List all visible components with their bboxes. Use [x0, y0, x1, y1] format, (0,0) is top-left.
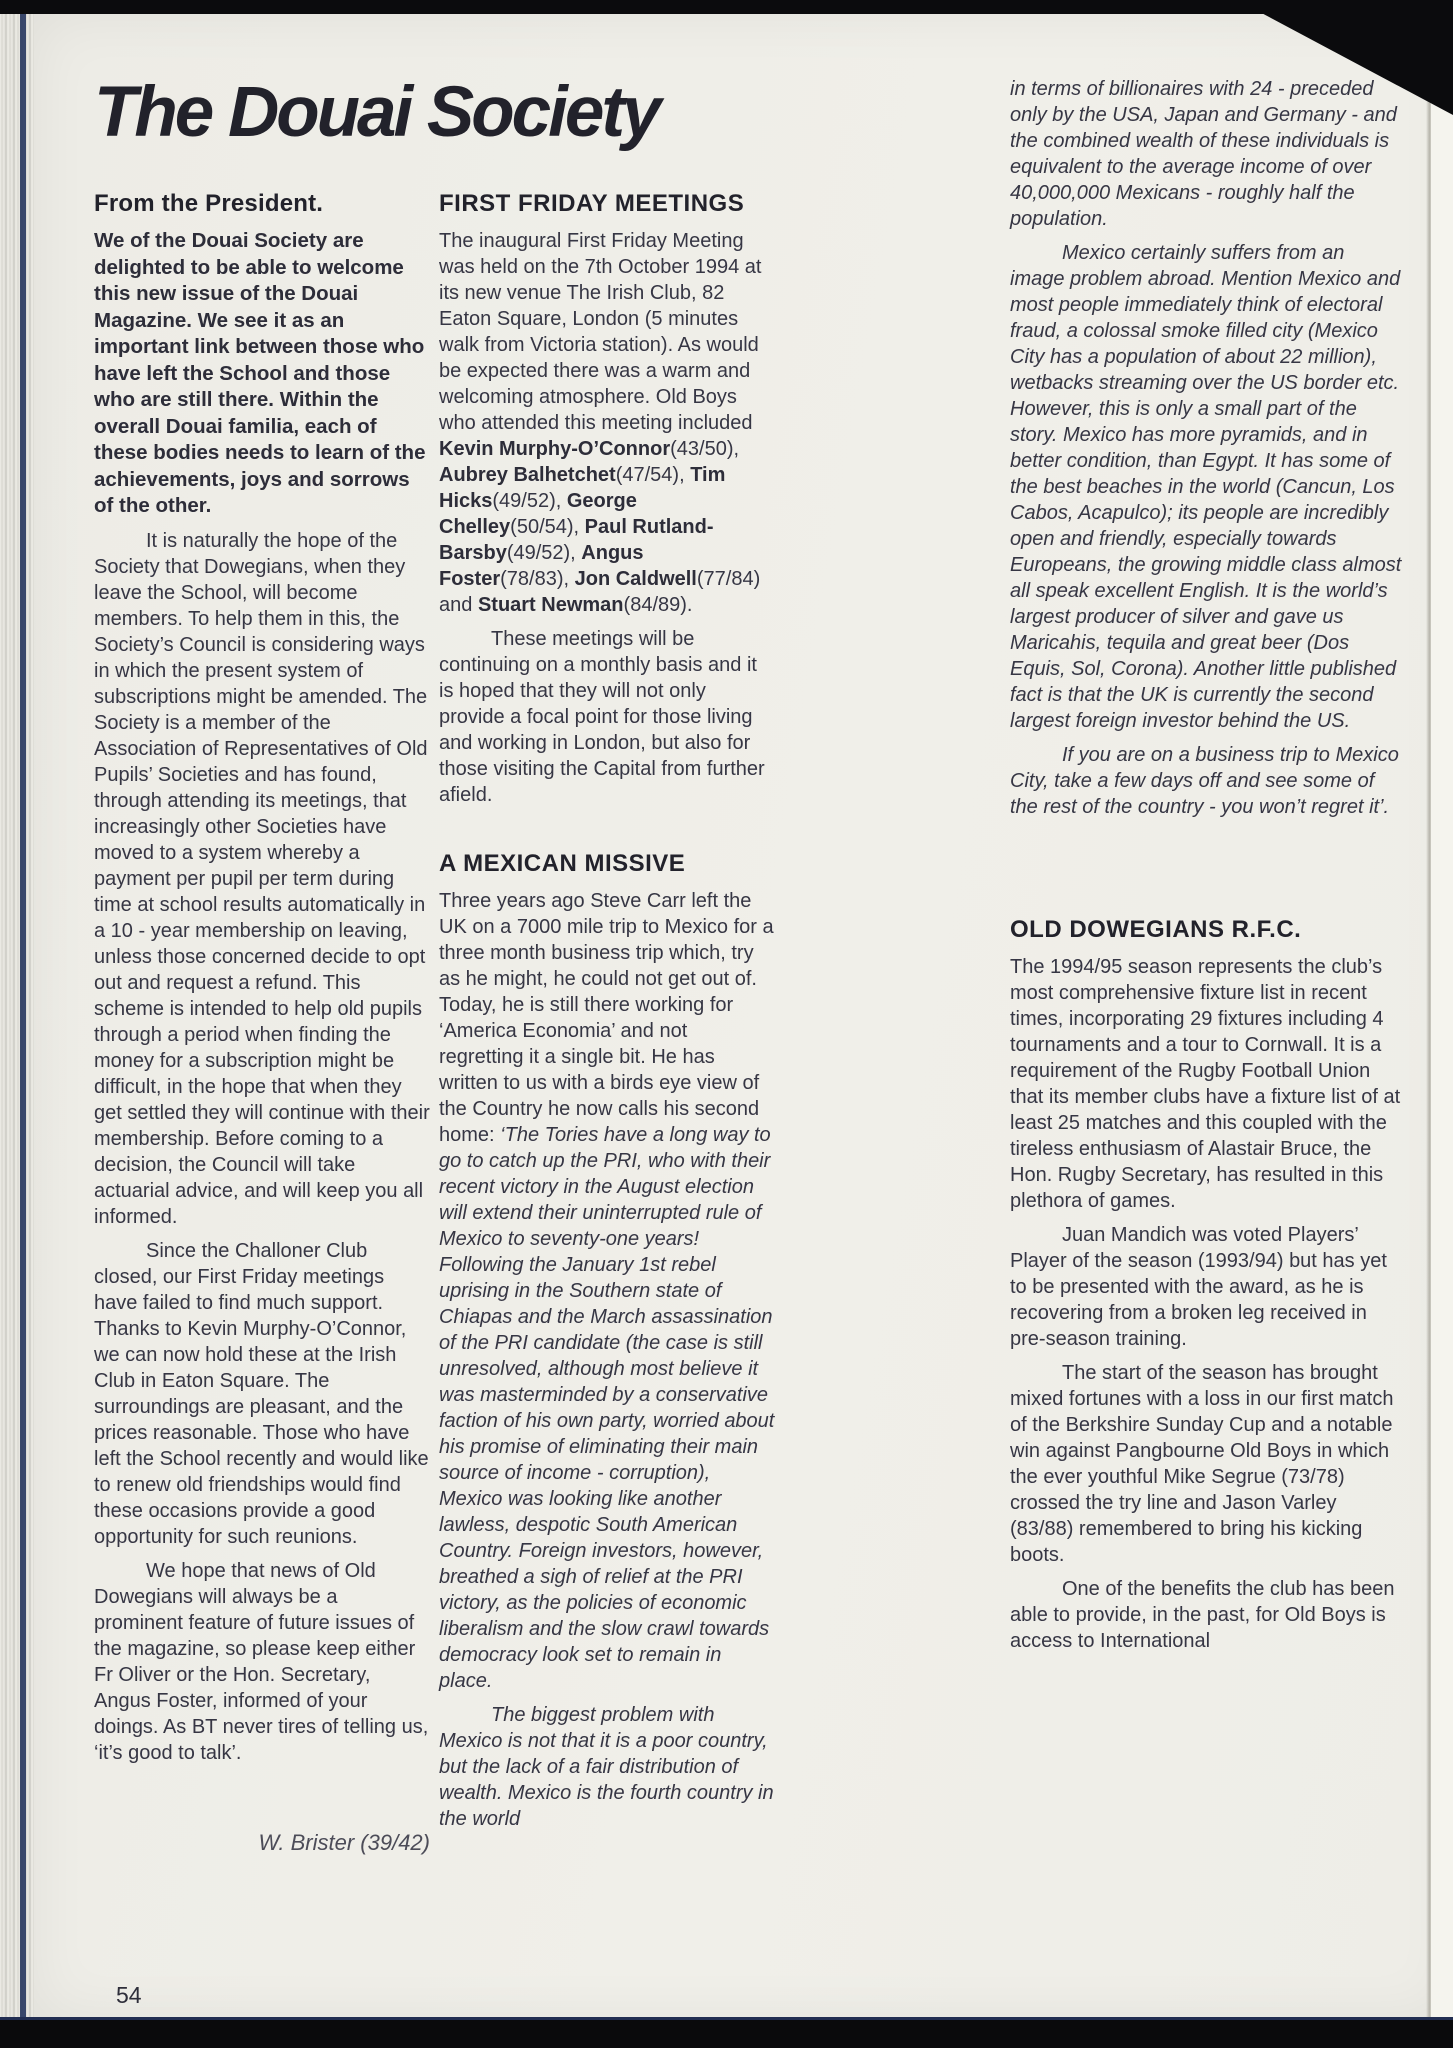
attendee-years: (77/84) and [439, 568, 761, 616]
attendee-name: Tim Hicks [439, 464, 726, 512]
rfc-paragraph-3: The start of the season has brought mixed fortunes with a loss in our first match of the Berkshire Sunday Cup and a notable win against Pangbourne Old Boys in which the ever youthful Mike Segrue (73/78) crossed the try line and Jason Varley (83/88) remembered to bring his kicking boots. [1010, 1362, 1394, 1566]
president-signature: W. Brister (39/42) [258, 1829, 430, 1855]
first-friday-attendees-paragraph [439, 228, 775, 618]
attendee-name: George Chelley [439, 490, 637, 538]
mexican-intro-text: Three years ago Steve Carr left the UK on a 7000 mile trip to Mexico for a three month business trip which, try as he might, he could not get out of. Today, he is still there working for ‘America Economia’ and not regretting it a single bit. He has written to us with a birds eye view of the Country he now calls his second home: [439, 890, 774, 1146]
column-president [94, 190, 430, 1856]
mexican-missive-heading: A MEXICAN MISSIVE [439, 850, 686, 877]
photo-top-edge [0, 0, 1453, 14]
mexican-missive-paragraph [439, 888, 775, 1694]
first-friday-paragraph-2: These meetings will be continuing on a monthly basis and it is hoped that they will not only provide a focal point for those living and working in London, but also for those visiting the Capital from further afield. [439, 628, 765, 806]
attendee-years: (50/54), [510, 516, 585, 538]
attendee-years: (49/52), [506, 542, 582, 564]
attendee-years: (78/83), [500, 568, 575, 590]
attendee-years: (49/52), [492, 490, 567, 512]
book-page-edges [0, 10, 34, 2022]
column-middle [439, 190, 775, 1832]
attendee-name: Aubrey Balhetchet [439, 464, 616, 486]
president-paragraph-2: It is naturally the hope of the Society that Dowegians, when they leave the School, will become members. To help them in this, the Society’s Council is considering ways in which the present system of subscriptions might be amended. The Society is a member of the Association of Representatives of Old Pupils’ Societies and has found, through attending its meetings, that increasingly other Societies have moved to a system whereby a payment per pupil per term during time at school results automatically in a 10 - year membership on leaving, unless those concerned decide to opt out and request a refund. This scheme is intended to help old pupils through a period when finding the money for a subscription might be difficult, in the hope that when they get settled they will continue with their membership. Before coming to a decision, the Council will take actuarial advice, and will keep you all informed. [94, 529, 430, 1228]
president-paragraph-3: Since the Challoner Club closed, our First Friday meetings have failed to find much support. Thanks to Kevin Murphy-O’Connor, we can now hold these at the Irish Club in Eaton Square. The surroundings are pleasant, and the prices reasonable. Those who have left the School recently and would like to renew old friendships would find these occasions provide a good opportunity for such reunions. [94, 1239, 429, 1548]
rfc-paragraph-2: Juan Mandich was voted Players’ Player of the season (1993/94) but has yet to be presented with the award, as he is recovering from a broken leg received in pre-season training. [1010, 1224, 1387, 1350]
rfc-paragraph-1: The 1994/95 season represents the club’s most comprehensive fixture list in recent times, incorporating 29 fixtures including 4 tournaments and a tour to Cornwall. It is a requirement of the Rugby Football Union that its member clubs have a fixture list of at least 25 matches and this coupled with the tireless enthusiasm of Alastair Bruce, the Hon. Rugby Secretary, has resulted in this plethora of games. [1010, 956, 1401, 1212]
adjacent-page-edge [1431, 14, 1453, 2020]
spine-blue-line [20, 10, 26, 2022]
column-right [1010, 76, 1402, 1654]
president-paragraph-4: We hope that news of Old Dowegians will always be a prominent feature of future issues of the magazine, so please keep either Fr Oliver or the Hon. Secretary, Angus Foster, informed of your doings. As BT never tires of telling us, ‘it’s good to talk’. [94, 1559, 429, 1764]
mexican-continued-paragraph-3: If you are on a business trip to Mexico City, take a few days off and see some of the rest of the country - you won’t regret it’. [1010, 744, 1399, 818]
old-dowegians-rfc-heading: OLD DOWEGIANS R.F.C. [1010, 916, 1302, 943]
mexican-continued-paragraph-1: in terms of billionaires with 24 - preceded only by the USA, Japan and Germany - and the combined wealth of these individuals is equivalent to the average income of over 40,000,000 Mexicans - roughly half the population. [1010, 78, 1397, 230]
photo-bottom-edge [0, 2017, 1453, 2048]
first-friday-heading: FIRST FRIDAY MEETINGS [439, 190, 745, 217]
attendee-name: Stuart Newman [477, 594, 624, 616]
attendee-name: Jon Caldwell [574, 568, 697, 590]
attendee-years: (47/54), [615, 464, 691, 486]
attendee-years: (43/50), [670, 438, 740, 460]
attendee-name: Kevin Murphy-O’Connor [439, 438, 671, 460]
magazine-page [34, 14, 1453, 2020]
attendee-name: Paul Rutland-Barsby [439, 516, 714, 564]
first-friday-intro-text: The inaugural First Friday Meeting was held on the 7th October 1994 at its new venue The Irish Club, 82 Eaton Square, London (5 minutes walk from Victoria station). As would be expected there was a warm and welcoming atmosphere. Old Boys who attended this meeting included [439, 230, 762, 434]
page-title: The Douai Society [94, 73, 659, 152]
attendee-years: (84/89). [623, 594, 693, 616]
page-number: 54 [116, 1982, 142, 2008]
mexican-quote-paragraph-2: The biggest problem with Mexico is not that it is a poor country, but the lack of a fair distribution of wealth. Mexico is the fourth country in the world [439, 1704, 774, 1830]
rfc-paragraph-4: One of the benefits the club has been able to provide, in the past, for Old Boys is access to International [1010, 1578, 1395, 1652]
attendee-name: Angus Foster [439, 542, 644, 590]
mexican-continued-paragraph-2: Mexico certainly suffers from an image problem abroad. Mention Mexico and most people immediately think of electoral fraud, a colossal smoke filled city (Mexico City has a population of about 22 million), wetbacks streaming over the US border etc. However, this is only a small part of the story. Mexico has more pyramids, and in better condition, than Egypt. It has some of the best beaches in the world (Cancun, Los Cabos, Acapulco); its people are incredibly open and friendly, especially towards Europeans, the growing middle class almost all speak excellent English. It is the world’s largest producer of silver and gave us Maricahis, tequila and great beer (Dos Equis, Sol, Corona). Another little published fact is that the UK is currently the second largest foreign investor behind the US. [1010, 242, 1402, 732]
president-lead-paragraph: We of the Douai Society are delighted to be able to welcome this new issue of the Douai Magazine. We see it as an important link between those who have left the School and those who are still there. Within the overall Douai familia, each of these bodies needs to learn of the achievements, joys and sorrows of the other. [94, 229, 426, 517]
mexican-quote-text: ‘The Tories have a long way to go to catch up the PRI, who with their recent victory in the August election will extend their uninterrupted rule of Mexico to seventy-one years! Following the January 1st rebel uprising in the Southern state of Chiapas and the March assassination of the PRI candidate (the case is still unresolved, although most believe it was masterminded by a conservative faction of his own party, worried about his promise of eliminating their main source of income - corruption), Mexico was looking like another lawless, despotic South American Country. Foreign investors, however, breathed a sigh of relief at the PRI victory, as the policies of economic liberalism and the slow crawl towards democracy look set to remain in place. [439, 1124, 775, 1692]
president-heading: From the President. [94, 190, 324, 217]
